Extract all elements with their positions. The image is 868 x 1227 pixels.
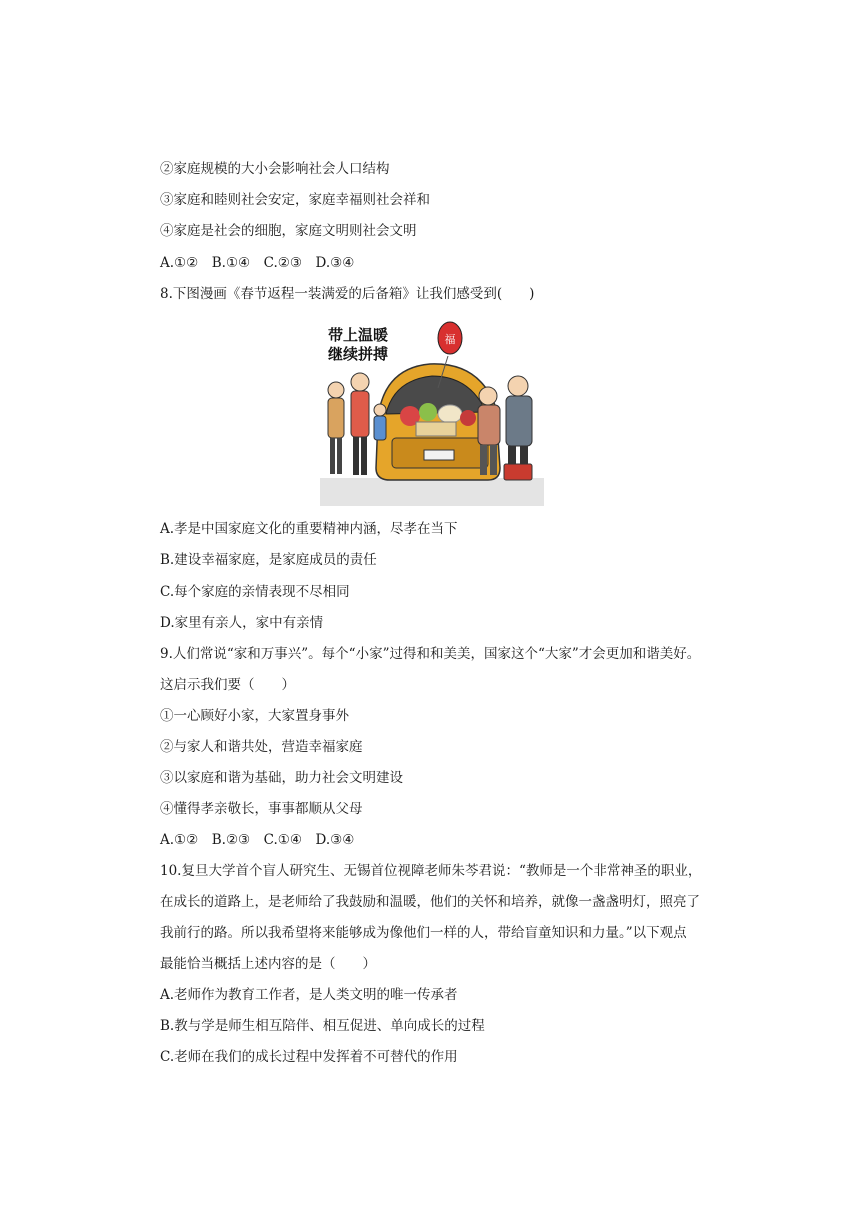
q9-option-4: ④懂得孝亲敬长，事事都顺从父母: [160, 801, 363, 817]
q8-option-d: D.家里有亲人，家中有亲情: [160, 615, 324, 631]
cartoon-caption-line2: 继续拼搏: [328, 345, 389, 363]
q10-option-c: C.老师在我们的成长过程中发挥着不可替代的作用: [160, 1049, 458, 1065]
q8-option-b: B.建设幸福家庭，是家庭成员的责任: [160, 552, 377, 568]
q8-option-a: A.孝是中国家庭文化的重要精神内涵，尽孝在当下: [160, 521, 458, 537]
cartoon-caption: [328, 326, 388, 364]
cartoon-caption-line1: 带上温暖: [328, 326, 389, 344]
q10-stem-line3: 我前行的路。所以我希望将来能够成为像他们一样的人，带给盲童知识和力量。”以下观点: [160, 925, 687, 941]
q9-option-2: ②与家人和谐共处，营造幸福家庭: [160, 739, 363, 755]
q7-answer-choices: A.①② B.①④ C.②③ D.③④: [160, 255, 355, 271]
q9-answer-choices: A.①② B.②③ C.①④ D.③④: [160, 832, 355, 848]
q10-stem-line4: 最能恰当概括上述内容的是（ ）: [160, 956, 376, 972]
q7-option-4: ④家庭是社会的细胞，家庭文明则社会文明: [160, 223, 417, 239]
q10-option-b: B.教与学是师生相互陪伴、相互促进、单向成长的过程: [160, 1018, 485, 1034]
q9-option-1: ①一心顾好小家，大家置身事外: [160, 708, 349, 724]
q9-option-3: ③以家庭和谐为基础，助力社会文明建设: [160, 770, 403, 786]
q10-stem-line2: 在成长的道路上，是老师给了我鼓励和温暖，他们的关怀和培养，就像一盏盏明灯，照亮了: [160, 894, 700, 910]
q7-option-2: ②家庭规模的大小会影响社会人口结构: [160, 161, 390, 177]
q7-option-3: ③家庭和睦则社会安定，家庭幸福则社会祥和: [160, 192, 430, 208]
balloon-text: 福: [444, 333, 456, 346]
q8-stem: 8.下图漫画《春节返程一装满爱的后备箱》让我们感受到( ): [160, 286, 535, 302]
q8-option-c: C.每个家庭的亲情表现不尽相同: [160, 584, 350, 600]
q8-cartoon: [320, 318, 544, 506]
q10-stem-line1: 10.复旦大学首个盲人研究生、无锡首位视障老师朱芩君说：“教师是一个非常神圣的职业，: [160, 863, 702, 879]
q9-stem-line2: 这启示我们要（ ）: [160, 677, 295, 693]
q9-stem-line1: 9.人们常说“家和万事兴”。每个“小家”过得和和美美，国家这个“大家”才会更加和谐美好。: [160, 646, 701, 662]
q10-option-a: A.老师作为教育工作者，是人类文明的唯一传承者: [160, 987, 458, 1003]
